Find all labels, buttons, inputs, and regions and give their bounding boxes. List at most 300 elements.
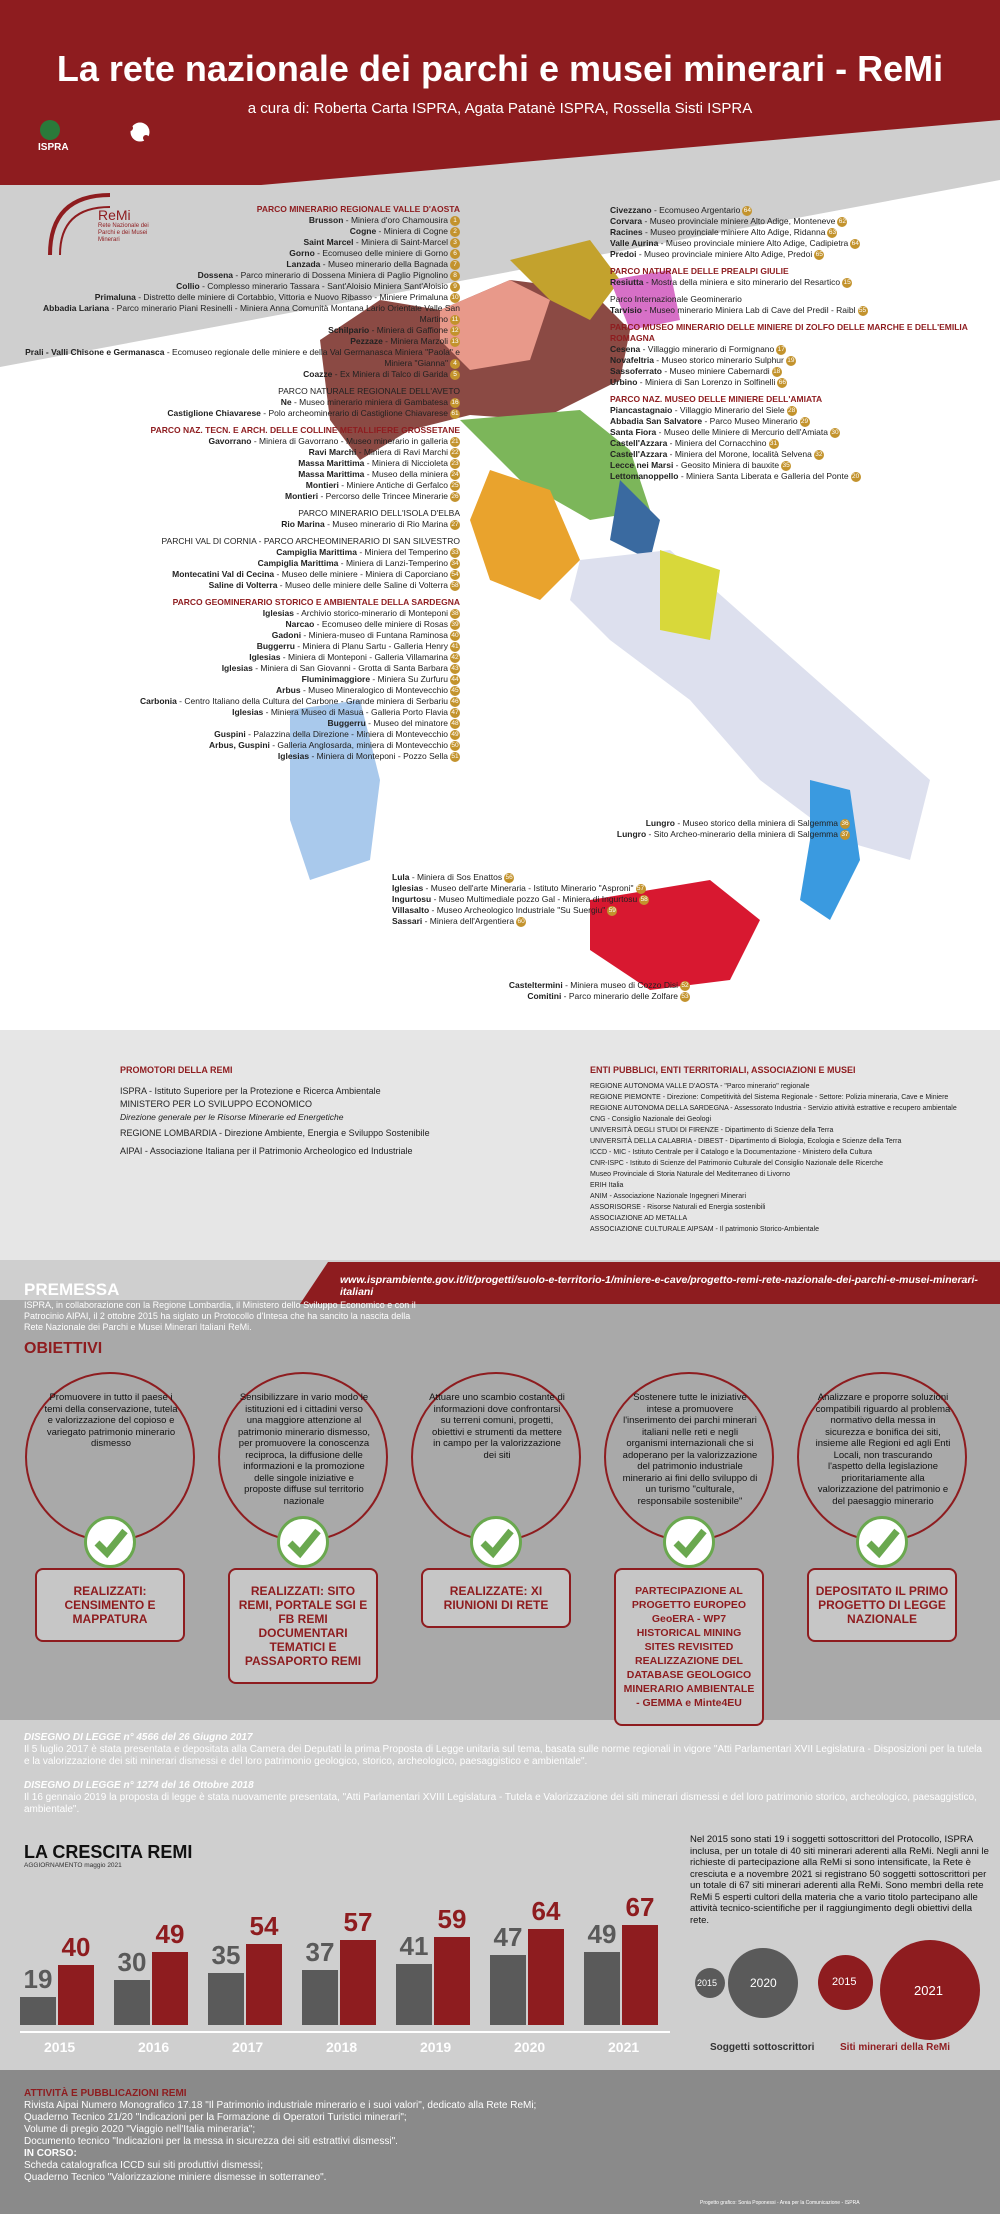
- enti-item: REGIONE AUTONOMA VALLE D'AOSTA - "Parco minerario" regionale: [590, 1083, 810, 1090]
- x-tick-label: 2017: [232, 2039, 264, 2055]
- south-site-list: [520, 818, 850, 840]
- site-list-item: [20, 325, 460, 336]
- site-number-badge: 6: [450, 249, 460, 259]
- site-number-badge: 35: [782, 461, 790, 469]
- site-number-badge: 48: [451, 719, 459, 727]
- attivita-heading: ATTIVITÀ E PUBBLICAZIONI REMI: [24, 2088, 187, 2099]
- site-desc: - Miniera dell'Argentiera: [422, 916, 515, 926]
- site-desc: - Miniera di Ravi Marchi: [356, 447, 448, 457]
- x-tick-label: 2018: [326, 2039, 358, 2055]
- site-list-item: [20, 469, 460, 480]
- site-desc: - Complesso minerario Tassara - Sant'Aloisio Miniera Sant'Aloisio: [199, 281, 448, 291]
- site-number-badge: 11: [451, 315, 459, 323]
- site-list-item: [20, 447, 460, 458]
- site-list-item: [20, 707, 460, 718]
- site-list-item: [20, 397, 460, 408]
- site-list-item: [20, 751, 460, 762]
- attivita-line: Quaderno Tecnico 21/20 "Indicazioni per la Formazione di Operatori Turistici minerari";: [24, 2112, 407, 2123]
- site-number-badge: 54: [451, 570, 459, 578]
- site-list-item: [610, 449, 990, 460]
- site-desc: - Parco Museo Minerario: [702, 416, 798, 426]
- site-desc: - Miniera di Niccioleta: [364, 458, 448, 468]
- enti-item: ERIH Italia: [590, 1182, 624, 1189]
- site-number-badge: 50: [451, 741, 459, 749]
- objective-result: PARTECIPAZIONE AL PROGETTO EUROPEO GeoERA - WP7 HISTORICAL MINING SITES REVISITED REALIZZAZIONE DEL DATABASE GEOLOGICO MINERARIO AMBIENTALE - GEMMA e Minte4EU: [614, 1568, 764, 1726]
- bar-value-label: 37: [305, 1936, 335, 1967]
- site-place: Castell'Azzara: [610, 449, 668, 459]
- site-number-badge: 56: [505, 873, 513, 881]
- site-place: Abbadia Lariana: [42, 303, 110, 313]
- site-place: Montieri: [285, 491, 319, 501]
- list-section-heading: PARCO GEOMINERARIO STORICO E AMBIENTALE DELLA SARDEGNA: [172, 597, 460, 607]
- site-desc: - Museo provinciale miniere Alto Adige, Cadipietra: [658, 238, 849, 248]
- enti-item: ASSORISORSE - Risorse Naturali ed Energia sostenibili: [590, 1204, 766, 1211]
- site-desc: - Palazzina della Direzione - Miniera di Montevecchio: [245, 729, 448, 739]
- bar-siti: [340, 1940, 376, 2026]
- site-number-badge: 33: [451, 548, 459, 556]
- site-desc: - Miniera museo di Cozzo Disi: [562, 980, 678, 990]
- bar-soggetti: [584, 1952, 620, 2026]
- site-desc: - Ex Miniera di Talco di Garida: [332, 369, 448, 379]
- site-list-item: [520, 829, 850, 840]
- bar-value-label: 49: [155, 1918, 185, 1949]
- site-desc: - Museo minerario di Rio Marina: [324, 519, 448, 529]
- site-list-item: [20, 696, 460, 707]
- objective-result: REALIZZATI: SITO REMI, PORTALE SGI E FB REMI DOCUMENTARI TEMATICI E PASSAPORTO REMI: [228, 1568, 378, 1684]
- site-list-item: [392, 905, 742, 916]
- site-desc: - Miniera Marzoli: [382, 336, 448, 346]
- site-number-badge: 58: [451, 581, 459, 589]
- site-number-badge: 47: [451, 708, 459, 716]
- site-list-item: [20, 740, 460, 751]
- site-number-badge: 28: [788, 406, 796, 414]
- corso-line: Quaderno Tecnico "Valorizzazione miniere dismesse in sotterraneo".: [24, 2172, 327, 2183]
- site-place: Arbus, Guspini: [208, 740, 270, 750]
- enti-item: CNG - Consiglio Nazionale dei Geologi: [590, 1116, 712, 1123]
- site-list-item: [610, 205, 990, 216]
- site-number-badge: 22: [451, 448, 459, 456]
- site-list-item: [20, 569, 460, 580]
- disegno-title: DISEGNO DI LEGGE: [24, 1732, 121, 1743]
- site-place: Villasalto: [392, 905, 430, 915]
- site-number-badge: 29: [800, 417, 809, 425]
- list-sub-heading: PARCO MINERARIO DELL'ISOLA D'ELBA: [298, 508, 460, 518]
- promotori-item: REGIONE LOMBARDIA - Direzione Ambiente, Energia e Sviluppo Sostenibile: [120, 1128, 430, 1138]
- site-desc: - Miniera Museo di Masua - Galleria Porto Flavia: [263, 707, 448, 717]
- logos-block: [30, 118, 170, 178]
- site-list-item: [20, 436, 460, 447]
- site-place: Iglesias: [249, 652, 281, 662]
- site-number-badge: 4: [450, 359, 460, 369]
- site-desc: - Miniera del Morone, località Selvena: [667, 449, 812, 459]
- site-number-badge: 40: [451, 631, 459, 639]
- site-list-item: [20, 652, 460, 663]
- list-section-heading: PARCO MINERARIO REGIONALE VALLE D'AOSTA: [256, 204, 460, 214]
- site-place: Primaluna: [94, 292, 136, 302]
- enti-item: UNIVERSITÀ DELLA CALABRIA - DIBEST - Dipartimento di Biologia, Ecologia e Scienze della Terra: [590, 1138, 902, 1145]
- site-number-badge: 61: [451, 409, 459, 417]
- site-list-item: [610, 460, 990, 471]
- list-section-heading: PARCO NATURALE DELLE PREALPI GIULIE: [610, 266, 789, 276]
- site-place: Lungro: [616, 829, 647, 839]
- site-number-badge: 43: [451, 664, 459, 672]
- site-desc: - Miniera di Sos Enattos: [409, 872, 503, 882]
- site-place: Civezzano: [610, 205, 652, 215]
- promotori-box: [120, 1065, 450, 1160]
- site-list-item: [20, 237, 460, 248]
- premessa-heading: PREMESSA: [24, 1280, 120, 1299]
- site-place: Saline di Volterra: [208, 580, 278, 590]
- site-number-badge: 5: [450, 370, 460, 380]
- disegno-text: Il 5 luglio 2017 è stata presentata e depositata alla Camera dei Deputati la prima Proposta di Legge unitaria sul tema, basata sulle norme regionali in vigore "Atti Parlamentari XVII Legislatura - Disposizioni per la tutela e la valorizzazione dei siti minerari dismessi e del loro patrimonio geologico, storico, archeologico, paesaggistico e ambientale".: [24, 1744, 982, 1767]
- site-desc: - Distretto delle miniere di Cortabbio, Vittoria e Nuovo Ribasso - Miniere Primaluna: [135, 292, 448, 302]
- enti-item: ANIM - Associazione Nazionale Ingegneri Minerari: [590, 1193, 747, 1200]
- site-place: Iglesias: [392, 883, 424, 893]
- site-place: Corvara: [610, 216, 643, 226]
- crescita-subheading: AGGIORNAMENTO maggio 2021: [24, 1862, 122, 1869]
- site-place: Lula: [392, 872, 410, 882]
- bar-value-label: 49: [587, 1918, 617, 1949]
- site-list-item: [20, 641, 460, 652]
- site-number-badge: 16: [451, 398, 459, 406]
- promotori-heading: PROMOTORI DELLA REMI: [120, 1065, 233, 1075]
- site-number-badge: 32: [815, 450, 823, 458]
- bar-soggetti: [114, 1980, 150, 2025]
- site-list-item: [392, 883, 742, 894]
- site-desc: - Miniera di San Lorenzo in Solfinelli: [637, 377, 776, 387]
- x-tick-label: 2021: [608, 2039, 640, 2055]
- objective-text: Sensibilizzare in vario modo le istituzioni ed i cittadini verso una maggiore attenzione al patrimonio minerario dismesso, per promuovere la conoscenza reciproca, la diffusione delle informazioni e la promozione delle singole iniziative e proposte diffuse sul territorio nazionale: [238, 1392, 370, 1507]
- site-number-badge: 15: [843, 278, 851, 286]
- list-sub-heading: PARCHI VAL DI CORNIA - PARCO ARCHEOMINERARIO DI SAN SILVESTRO: [161, 536, 460, 546]
- site-number-badge: 7: [450, 260, 460, 270]
- site-place: Gorno: [289, 248, 315, 258]
- site-list-item: [20, 729, 460, 740]
- site-list-item: [610, 416, 990, 427]
- bar-value-label: 19: [23, 1963, 53, 1994]
- disegno-legge-2: [24, 1780, 984, 1816]
- site-place: Buggerru: [256, 641, 295, 651]
- site-place: Cesena: [610, 344, 641, 354]
- site-list-item: [20, 347, 460, 369]
- site-list-item: [20, 630, 460, 641]
- site-number-badge: 9: [450, 282, 460, 292]
- objective-text: Attuare uno scambio costante di informazioni dove confrontarsi su terreni comuni, progetti, obiettivi e strumenti da mettere in campo per la valorizzazione dei siti: [429, 1392, 565, 1461]
- site-desc: - Ecomuseo delle miniere di Rosas: [314, 619, 448, 629]
- site-number-badge: 38: [451, 609, 459, 617]
- bar-siti: [152, 1952, 188, 2026]
- site-place: Buggerru: [327, 718, 366, 728]
- site-desc: - Museo della miniera: [364, 469, 448, 479]
- site-list-item: [610, 238, 990, 249]
- attivita-block: [24, 2088, 924, 2184]
- attivita-line: Documento tecnico "Indicazioni per la messa in sicurezza dei siti estrattivi dismessi".: [24, 2136, 398, 2147]
- site-list-item: [20, 215, 460, 226]
- site-number-badge: 46: [451, 697, 459, 705]
- site-list-item: [610, 377, 990, 388]
- x-tick-label: 2015: [44, 2039, 76, 2055]
- bar-soggetti: [490, 1955, 526, 2026]
- site-place: Cogne: [349, 226, 377, 236]
- check-icon: [84, 1516, 136, 1568]
- bar-siti: [528, 1929, 564, 2025]
- site-place: Castell'Azzara: [610, 438, 668, 448]
- objective-result: DEPOSITATO IL PRIMO PROGETTO DI LEGGE NAZIONALE: [807, 1568, 957, 1642]
- site-number-badge: 10: [451, 293, 459, 301]
- site-list-item: [440, 991, 690, 1002]
- legend-year: 2020: [750, 1976, 777, 1990]
- bar-value-label: 30: [117, 1947, 147, 1977]
- legend-year: 2015: [832, 1976, 857, 1988]
- site-place: Narcao: [285, 619, 315, 629]
- site-list-item: [610, 249, 990, 260]
- site-desc: - Museo miniere Cabernardi: [661, 366, 770, 376]
- enti-item: ASSOCIAZIONE AD METALLA: [590, 1215, 688, 1222]
- left-site-list: [20, 198, 460, 762]
- site-desc: - Miniera di Monteponi - Pozzo Sella: [309, 751, 448, 761]
- list-section-heading: PARCO NAZ. MUSEO DELLE MINIERE DELL'AMIATA: [610, 394, 823, 404]
- site-list-item: [20, 292, 460, 303]
- site-desc: - Geosito Miniera di bauxite: [673, 460, 780, 470]
- bar-siti: [434, 1937, 470, 2026]
- site-number-badge: 49: [451, 730, 459, 738]
- site-list-item: [610, 305, 990, 316]
- site-list-item: [20, 608, 460, 619]
- bar-value-label: 47: [493, 1921, 523, 1952]
- page-subtitle: a cura di: Roberta Carta ISPRA, Agata Patanè ISPRA, Rossella Sisti ISPRA: [247, 100, 753, 117]
- site-place: Comitini: [527, 991, 562, 1001]
- site-list-item: [20, 281, 460, 292]
- check-icon: [663, 1516, 715, 1568]
- x-axis-line: [20, 2031, 670, 2033]
- disegno-number: n° 1274 del 16 Ottobre 2018: [120, 1780, 254, 1791]
- site-place: Saint Marcel: [303, 237, 354, 247]
- list-sub-heading: Parco Internazionale Geominerario: [610, 294, 742, 304]
- bar-soggetti: [20, 1997, 56, 2026]
- site-list-item: [20, 408, 460, 419]
- site-desc: - Ecomuseo delle miniere di Gorno: [314, 248, 448, 258]
- site-desc: - Miniera di Lanzi-Temperino: [338, 558, 448, 568]
- promotori-item: ISPRA - Istituto Superiore per la Protezione e Ricerca Ambientale: [120, 1086, 381, 1096]
- site-place: Urbino: [610, 377, 638, 387]
- site-list-item: [20, 580, 460, 591]
- site-desc: - Museo storico della miniera di Salgemma: [675, 818, 838, 828]
- bar-soggetti: [302, 1970, 338, 2026]
- site-number-badge: 64: [851, 239, 859, 247]
- site-number-badge: 39: [451, 620, 459, 628]
- bar-value-label: 35: [211, 1939, 241, 1970]
- site-number-badge: 19: [787, 356, 795, 364]
- site-desc: - Percorso delle Trincee Minerarie: [318, 491, 448, 501]
- site-list-item: [392, 916, 742, 927]
- remi-logo-text: ReMi: [98, 207, 131, 223]
- x-tick-label: 2019: [420, 2039, 452, 2055]
- x-tick-label: 2020: [514, 2039, 546, 2055]
- site-desc: - Miniera di San Giovanni - Grotta di Santa Barbara: [252, 663, 448, 673]
- site-list-item: [20, 491, 460, 502]
- site-number-badge: 17: [777, 345, 785, 353]
- sicily-site-list: [440, 980, 690, 1002]
- site-place: Pezzaze: [350, 336, 383, 346]
- site-place: Tarvisio: [610, 305, 642, 315]
- crescita-description: Nel 2015 sono stati 19 i soggetti sottoscrittori del Protocollo, ISPRA inclusa, per un totale di 40 siti minerari aderenti alla ReMi. Negli anni le richieste di partecipazione alla ReMi si sono intensificate, la Rete è cresciuta e a novembre 2021 si registrano 50 soggetti sottoscrittori per un totale di 67 siti minerari aderenti alla ReMi. Sono membri della rete ReMi 5 esperti cultori della materia che a vario titolo partecipano alle attività tecnico-scientifiche per il raggiungimento degli obiettivi della rete.: [690, 1834, 989, 1926]
- site-place: Predoi: [610, 249, 637, 259]
- site-desc: - Polo archeominerario di Castiglione Chiavarese: [260, 408, 448, 418]
- site-desc: - Museo dell'arte Mineraria - Istituto Minerario "Asproni": [423, 883, 634, 893]
- site-list-item: [20, 519, 460, 530]
- crescita-heading: LA CRESCITA REMI: [24, 1842, 193, 1862]
- site-number-badge: 63: [828, 228, 837, 236]
- legend-year: 2015: [697, 1978, 718, 1988]
- site-place: Carbonia: [139, 696, 177, 706]
- site-desc: - Museo minerario Miniera Lab di Cave del Predil - Raibl: [641, 305, 856, 315]
- credit: Progetto grafico: Sonia Poponessi - Area per la Comunicazione - ISPRA: [700, 2200, 860, 2206]
- site-desc: - Archivio storico-minerario di Monteponi: [293, 608, 448, 618]
- site-desc: - Museo delle Miniere di Mercurio dell'Amiata: [656, 427, 828, 437]
- site-desc: - Miniera di Saint-Marcel: [353, 237, 448, 247]
- map-centre-south: [570, 550, 930, 860]
- site-number-badge: 53: [681, 992, 689, 1000]
- site-place: Gavorrano: [208, 436, 252, 446]
- enti-item: UNIVERSITÀ DEGLI STUDI DI FIRENZE - Dipartimento di Scienze della Terra: [590, 1127, 834, 1134]
- site-desc: - Miniera Santa Liberata e Galleria del Ponte: [678, 471, 849, 481]
- site-list-item: [20, 303, 460, 325]
- site-desc: - Museo Mineralogico di Montevecchio: [300, 685, 448, 695]
- site-place: Castiglione Chiavarese: [167, 408, 261, 418]
- site-desc: - Parco minerario delle Zolfare: [561, 991, 678, 1001]
- site-desc: - Museo Archeologico Industriale "Su Suergiu": [429, 905, 606, 915]
- site-place: Lettomanoppello: [610, 471, 679, 481]
- bar-value-label: 40: [61, 1932, 91, 1962]
- site-desc: - Villaggio Minerario del Siele: [672, 405, 785, 415]
- site-place: Iglesias: [262, 608, 294, 618]
- site-list-item: [20, 270, 460, 281]
- site-place: Coazze: [303, 369, 333, 379]
- bar-soggetti: [396, 1964, 432, 2026]
- site-place: Ne: [280, 397, 292, 407]
- promotori-item: MINISTERO PER LO SVILUPPO ECONOMICO: [120, 1099, 313, 1109]
- legend-year: 2021: [914, 1983, 943, 1998]
- site-list-item: [610, 227, 990, 238]
- site-number-badge: 64: [743, 206, 752, 214]
- site-place: Dossena: [197, 270, 234, 280]
- site-number-badge: 55: [858, 306, 867, 314]
- site-number-badge: 31: [769, 439, 778, 447]
- site-number-badge: 42: [451, 653, 459, 661]
- site-number-badge: 13: [451, 337, 459, 345]
- site-list-item: [20, 458, 460, 469]
- site-number-badge: 57: [636, 884, 645, 892]
- site-place: Lecce nei Marsi: [610, 460, 674, 470]
- enti-item: REGIONE PIEMONTE - Direzione: Competitività del Sistema Regionale - Settore: Polizia mineraria, Cave e Miniere: [590, 1094, 949, 1101]
- bar-value-label: 59: [437, 1903, 467, 1934]
- check-icon: [277, 1516, 329, 1568]
- bar-siti: [246, 1944, 282, 2025]
- site-desc: - Centro Italiano della Cultura del Carbone - Grande miniera di Serbariu: [176, 696, 448, 706]
- site-place: Rio Marina: [281, 519, 325, 529]
- site-place: Gadoni: [271, 630, 302, 640]
- site-list-item: [20, 369, 460, 380]
- site-place: Iglesias: [232, 707, 264, 717]
- site-desc: - Ecomuseo regionale delle miniere e della Val Germanasca Miniera "Paola" e Miniera "Gianna": [164, 347, 460, 368]
- site-number-badge: 18: [773, 367, 781, 375]
- site-list-item: [610, 355, 990, 366]
- site-desc: - Sito Archeo-minerario della miniera di Salgemma: [646, 829, 838, 839]
- site-number-badge: 59: [608, 906, 616, 914]
- bar-siti: [58, 1965, 94, 2025]
- site-place: Sassari: [392, 916, 423, 926]
- disegno-number: n° 4566 del 26 Giugno 2017: [120, 1732, 253, 1743]
- promotori-item: AIPAI - Associazione Italiana per il Patrimonio Archeologico ed Industriale: [120, 1146, 413, 1156]
- bar-soggetti: [208, 1973, 244, 2026]
- site-number-badge: 58: [640, 895, 648, 903]
- site-list-item: [392, 872, 742, 883]
- legend-gray-label: Soggetti sottoscrittori: [710, 2042, 815, 2053]
- site-list-item: [20, 226, 460, 237]
- site-list-item: [20, 547, 460, 558]
- site-desc: - Villaggio minerario di Formignano: [640, 344, 775, 354]
- site-place: Novafeltria: [610, 355, 654, 365]
- premessa-text: ISPRA, in collaborazione con la Regione Lombardia, il Ministero dello Sviluppo Economico e con il Patrocinio AIPAI, il 2 ottobre 2015 ha siglato un Protocollo d'Intesa che ha sancito la nascita della Rete Nazionale dei Parchi e Musei Minerari Italiani ReMi.: [24, 1300, 416, 1332]
- site-list-item: [20, 336, 460, 347]
- site-desc: - Miniera Su Zurfuru: [370, 674, 448, 684]
- site-place: Collio: [176, 281, 200, 291]
- enti-heading: ENTI PUBBLICI, ENTI TERRITORIALI, ASSOCIAZIONI E MUSEI: [590, 1065, 856, 1075]
- site-place: Montecatini Val di Cecina: [172, 569, 275, 579]
- site-number-badge: 26: [451, 492, 459, 500]
- list-section-heading: PARCO MUSEO MINERARIO DELLE MINIERE DI ZOLFO DELLE MARCHE E DELL'EMILIA ROMAGNA: [610, 322, 968, 343]
- site-desc: - Miniere Antiche di Gerfalco: [338, 480, 448, 490]
- objective-text: Sostenere tutte le iniziative intese a promuovere l'inserimento dei parchi minerari italiani nelle reti e negli organismi internazionali che si adoperano per la valorizzazione del patrimonio industriale minerario ai fini dello sviluppo di un turismo "culturale, responsabile sostenibile": [622, 1392, 758, 1507]
- site-number-badge: 34: [451, 559, 459, 567]
- site-place: Schilpario: [328, 325, 370, 335]
- corso-line: Scheda catalografica ICCD sui siti produttivi dismessi;: [24, 2160, 263, 2171]
- site-list-item: [440, 980, 690, 991]
- objective-text: Promuovere in tutto il paese i temi della conservazione, tutela e valorizzazione del copioso e variegato patrimonio minerario dismesso: [44, 1392, 178, 1449]
- bar-value-label: 64: [531, 1896, 561, 1926]
- site-desc: - Museo delle miniere - Miniera di Caporciano: [274, 569, 448, 579]
- check-icon: [856, 1516, 908, 1568]
- enti-item: CNR-ISPC - Istituto di Scienze del Patrimonio Culturale del Consiglio Nazionale delle Ricerche: [590, 1160, 883, 1167]
- site-desc: - Museo del minatore: [365, 718, 448, 728]
- attivita-line: Volume di pregio 2020 "Viaggio nell'Italia mineraria";: [24, 2124, 256, 2135]
- url-link[interactable]: www.isprambiente.gov.it/it/progetti/suolo-e-territorio-1/miniere-e-cave/progetto-remi-rete-nazionale-dei-parchi-e-musei-minerari-italiani: [340, 1274, 978, 1298]
- objective-result: REALIZZATI: CENSIMENTO E MAPPATURA: [35, 1568, 185, 1642]
- site-number-badge: 20: [851, 472, 860, 480]
- list-section-heading: PARCO NAZ. TECN. E ARCH. DELLE COLLINE METALLIFERE GROSSETANE: [150, 425, 460, 435]
- x-tick-label: 2016: [138, 2039, 170, 2055]
- site-desc: - Miniera d'oro Chamousira: [343, 215, 448, 225]
- enti-item: REGIONE AUTONOMA DELLA SARDEGNA - Assessorato Industria - Servizio attività estrattive e recupero ambientale: [590, 1105, 957, 1112]
- promotori-item: Direzione generale per le Risorse Minerarie ed Energetiche: [120, 1112, 344, 1122]
- site-list-item: [20, 259, 460, 270]
- site-place: Resiutta: [610, 277, 644, 287]
- site-number-badge: 3: [450, 238, 460, 248]
- site-desc: - Miniera di Monteponi - Galleria Villamarina: [280, 652, 448, 662]
- site-place: Arbus: [276, 685, 301, 695]
- site-desc: - Museo provinciale miniere Alto Adige, Predoi: [636, 249, 813, 259]
- site-number-badge: 2: [450, 227, 460, 237]
- site-place: Prali - Valli Chisone e Germanasca: [25, 347, 165, 357]
- site-desc: - Museo provinciale miniere Alto Adige, Monteneve: [642, 216, 836, 226]
- site-number-badge: 36: [841, 819, 849, 827]
- site-number-badge: 30: [831, 428, 839, 436]
- site-place: Sassoferrato: [610, 366, 662, 376]
- site-number-badge: 24: [451, 470, 459, 478]
- site-list-item: [610, 471, 990, 482]
- site-desc: - Ecomuseo Argentario: [651, 205, 741, 215]
- site-place: Campiglia Marittima: [276, 547, 357, 557]
